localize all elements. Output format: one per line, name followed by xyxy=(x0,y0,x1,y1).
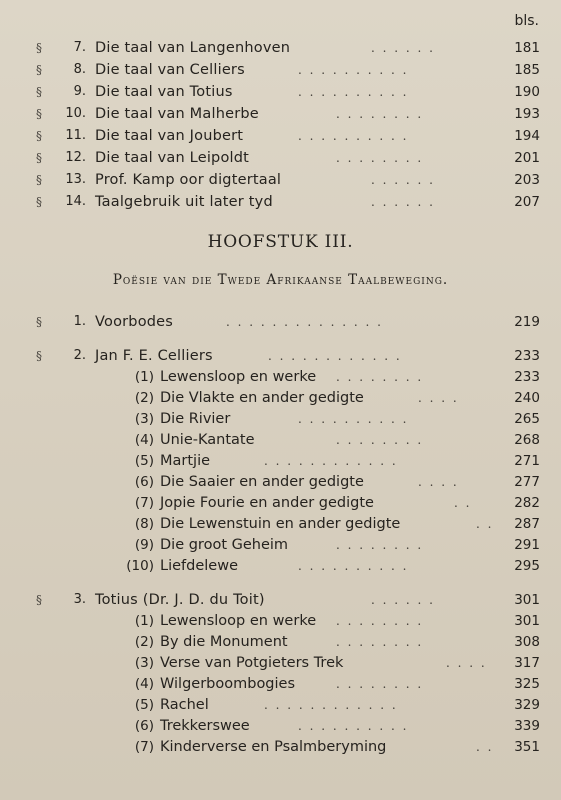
subentry-page: 317 xyxy=(514,655,540,671)
dot-leader: . . . . . . . . xyxy=(336,107,424,121)
subentry-page: 271 xyxy=(514,453,540,469)
entry-page: 190 xyxy=(514,84,540,100)
entry-page: 193 xyxy=(514,106,540,122)
toc-subentry xyxy=(36,492,540,514)
dot-leader: . . . . . . . . . . xyxy=(298,63,409,77)
subentry-page: 329 xyxy=(514,697,540,713)
subentry-title: Die Saaier en ander gedigte xyxy=(160,474,364,490)
subentry-title: Lewensloop en werke xyxy=(160,613,317,629)
entry-number: 1. xyxy=(73,314,86,329)
toc-subentry xyxy=(36,450,540,472)
subentry-number: (5) xyxy=(134,697,154,713)
toc-entry xyxy=(36,81,540,103)
dot-leader: . . xyxy=(476,517,494,531)
subentry-title: Die Lewenstuin en ander gedigte xyxy=(160,516,401,532)
subentry-title: Unie-Kantate xyxy=(160,432,255,448)
dot-leader: . . . . . . . . xyxy=(336,433,424,447)
subentry-number: (2) xyxy=(134,390,154,406)
toc-subentry xyxy=(36,631,540,653)
subentry-page: 265 xyxy=(514,411,540,427)
entry-number: 14. xyxy=(65,194,86,209)
toc-subentry xyxy=(36,694,540,716)
section-sign: § xyxy=(36,151,42,165)
subentry-number: (3) xyxy=(134,655,154,671)
dot-leader: . . . . . . . . . . xyxy=(298,719,409,733)
toc-subentry xyxy=(36,408,540,430)
section-sign: § xyxy=(36,315,42,329)
entry-number: 12. xyxy=(65,150,86,165)
dot-leader: . . . . . . xyxy=(371,41,435,55)
entry-number: 11. xyxy=(65,128,86,143)
toc-subentry xyxy=(36,555,540,577)
dot-leader: . . . . . . . . xyxy=(336,614,424,628)
dot-leader: . . . . . . xyxy=(371,173,435,187)
entry-title: Die taal van Totius xyxy=(95,84,233,100)
subentry-page: 233 xyxy=(514,369,540,385)
dot-leader: . . . . . . . . xyxy=(336,538,424,552)
entry-number: 9. xyxy=(73,84,86,99)
dot-leader: . . . . . . xyxy=(371,593,435,607)
dot-leader: . . . . . . . . . . . . xyxy=(264,454,398,468)
dot-leader: . . . . . . . . xyxy=(336,635,424,649)
subentry-title: Lewensloop en werke xyxy=(160,369,317,385)
dot-leader: . . . . . . xyxy=(371,195,435,209)
subentry-title: Jopie Fourie en ander gedigte xyxy=(160,495,374,511)
subentry-page: 295 xyxy=(514,558,540,574)
subentry-page: 240 xyxy=(514,390,540,406)
subentry-number: (6) xyxy=(134,718,154,734)
subentry-title: Trekkerswee xyxy=(160,718,250,734)
toc-subentry xyxy=(36,610,540,632)
subentry-page: 325 xyxy=(514,676,540,692)
subentry-page: 282 xyxy=(514,495,540,511)
dot-leader: . . . . . . . . . . . . . . xyxy=(226,315,383,329)
toc-entry xyxy=(36,191,540,213)
subentry-title: Die Rivier xyxy=(160,411,231,427)
dot-leader: . . . . . . . . . . . . xyxy=(264,698,398,712)
dot-leader: . . . . . . . . xyxy=(336,677,424,691)
subentry-title: By die Monument xyxy=(160,634,288,650)
section-sign: § xyxy=(36,107,42,121)
subentry-page: 301 xyxy=(514,613,540,629)
subentry-title: Liefdelewe xyxy=(160,558,238,574)
entry-number: 3. xyxy=(73,592,86,607)
toc-entry xyxy=(36,37,540,59)
subentry-page: 268 xyxy=(514,432,540,448)
toc-subentry xyxy=(36,736,540,758)
section-sign: § xyxy=(36,349,42,363)
toc-entry xyxy=(36,59,540,81)
chapter-subtitle: Poësie van die Twede Afrikaanse Taalbeweging. xyxy=(112,272,449,288)
toc-subentry xyxy=(36,471,540,493)
entry-page: 185 xyxy=(514,62,540,78)
entry-title: Totius (Dr. J. D. du Toit) xyxy=(95,592,265,608)
entry-number: 13. xyxy=(65,172,86,187)
subentry-page: 277 xyxy=(514,474,540,490)
entry-page: 201 xyxy=(514,150,540,166)
dot-leader: . . . . xyxy=(446,656,487,670)
section-sign: § xyxy=(36,85,42,99)
subentry-page: 287 xyxy=(514,516,540,532)
dot-leader: . . . . . . . . . . xyxy=(298,412,409,426)
toc-subentry xyxy=(36,513,540,535)
subentry-title: Die groot Geheim xyxy=(160,537,289,553)
subentry-number: (10) xyxy=(126,558,154,574)
subentry-number: (4) xyxy=(134,432,154,448)
subentry-page: 308 xyxy=(514,634,540,650)
toc-entry xyxy=(36,311,540,333)
dot-leader: . . . . xyxy=(418,475,459,489)
entry-page: 181 xyxy=(514,40,540,56)
subentry-number: (4) xyxy=(134,676,154,692)
subentry-title: Wilgerboombogies xyxy=(160,676,296,692)
dot-leader: . . . . . . . . . . . . xyxy=(268,349,402,363)
toc-entry xyxy=(36,147,540,169)
subentry-title: Martjie xyxy=(160,453,211,469)
toc-subentry xyxy=(36,673,540,695)
entry-title: Prof. Kamp oor digtertaal xyxy=(95,172,282,188)
subentry-number: (7) xyxy=(134,739,154,755)
entry-page: 203 xyxy=(514,172,540,188)
dot-leader: . . . . . . . . . . xyxy=(298,129,409,143)
subentry-title: Die Vlakte en ander gedigte xyxy=(160,390,364,406)
toc-subentry xyxy=(36,387,540,409)
entry-title: Die taal van Leipoldt xyxy=(95,150,250,166)
toc-subentry xyxy=(36,534,540,556)
subentry-number: (1) xyxy=(134,613,154,629)
toc-subentry xyxy=(36,652,540,674)
subentry-page: 291 xyxy=(514,537,540,553)
entry-title: Die taal van Joubert xyxy=(95,128,244,144)
dot-leader: . . . . . . . . . . xyxy=(298,559,409,573)
toc-subentry xyxy=(36,429,540,451)
dot-leader: . . xyxy=(476,740,494,754)
toc-entry xyxy=(36,589,540,611)
subentry-title: Verse van Potgieters Trek xyxy=(160,655,344,671)
dot-leader: . . . . . . . . . . xyxy=(298,85,409,99)
entry-page: 233 xyxy=(514,348,540,364)
section-sign: § xyxy=(36,63,42,77)
subentry-number: (9) xyxy=(134,537,154,553)
dot-leader: . . xyxy=(454,496,472,510)
section-sign: § xyxy=(36,195,42,209)
entry-page: 207 xyxy=(514,194,540,210)
subentry-title: Kinderverse en Psalmberyming xyxy=(160,739,387,755)
section-sign: § xyxy=(36,593,42,607)
entry-number: 2. xyxy=(73,348,86,363)
subentry-number: (6) xyxy=(134,474,154,490)
entry-title: Taalgebruik uit later tyd xyxy=(95,194,273,210)
subentry-number: (2) xyxy=(134,634,154,650)
entry-title: Jan F. E. Celliers xyxy=(95,348,213,364)
entry-title: Die taal van Celliers xyxy=(95,62,245,78)
section-sign: § xyxy=(36,41,42,55)
toc-entry xyxy=(36,169,540,191)
entry-number: 7. xyxy=(73,40,86,55)
subentry-number: (7) xyxy=(134,495,154,511)
entry-page: 301 xyxy=(514,592,540,608)
dot-leader: . . . . . . . . xyxy=(336,151,424,165)
subentry-page: 351 xyxy=(514,739,540,755)
entry-title: Voorbodes xyxy=(95,314,174,330)
dot-leader: . . . . . . . . xyxy=(336,370,424,384)
toc-subentry xyxy=(36,366,540,388)
subentry-title: Rachel xyxy=(160,697,209,713)
section-sign: § xyxy=(36,129,42,143)
chapter-title: HOOFSTUK III. xyxy=(207,232,354,252)
subentry-page: 339 xyxy=(514,718,540,734)
entry-title: Die taal van Malherbe xyxy=(95,106,259,122)
toc-entry xyxy=(36,125,540,147)
subentry-number: (1) xyxy=(134,369,154,385)
entry-page: 194 xyxy=(514,128,540,144)
section-sign: § xyxy=(36,173,42,187)
toc-subentry xyxy=(36,715,540,737)
dot-leader: . . . . xyxy=(418,391,459,405)
page-column-label: bls. xyxy=(514,13,539,29)
subentry-number: (3) xyxy=(134,411,154,427)
entry-page: 219 xyxy=(514,314,540,330)
toc-entry xyxy=(36,345,540,367)
entry-title: Die taal van Langenhoven xyxy=(95,40,291,56)
entry-number: 10. xyxy=(65,106,86,121)
subentry-number: (5) xyxy=(134,453,154,469)
entry-number: 8. xyxy=(73,62,86,77)
subentry-number: (8) xyxy=(134,516,154,532)
toc-entry xyxy=(36,103,540,125)
